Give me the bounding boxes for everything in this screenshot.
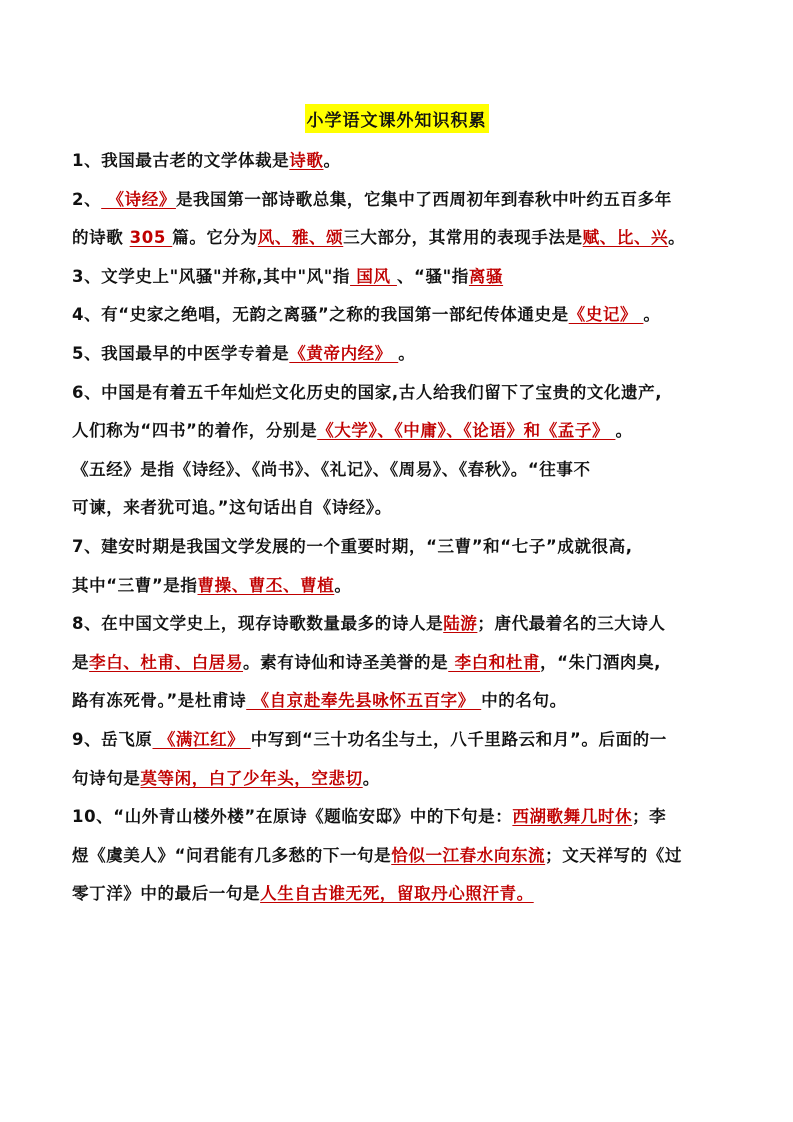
text-line xyxy=(72,682,727,721)
text-line xyxy=(72,412,727,451)
text-line xyxy=(72,451,727,490)
body-text: 可谏，来者犹可追。”这句话出自《诗经》。 xyxy=(72,498,392,518)
body-text: 。素有诗仙和诗圣美誉的是 xyxy=(243,652,449,672)
body-text: 2、 xyxy=(72,189,102,209)
text-line xyxy=(72,567,727,606)
body-text: 的诗歌 xyxy=(72,228,130,248)
text-line xyxy=(72,528,727,567)
answer-text: 李白、杜甫、白居易 xyxy=(89,652,244,672)
text-line xyxy=(72,374,727,413)
body-text: 中写到“三十功名尘与土，八千里路云和月”。后面的一 xyxy=(250,729,667,749)
body-text: 6、中国是有着五千年灿烂文化历史的国家,古人给我们留下了宝贵的文化遗产, xyxy=(72,382,663,402)
body-text: 篇。它分为 xyxy=(172,228,258,248)
body-text: 9、岳飞原 xyxy=(72,729,153,749)
text-line xyxy=(72,181,727,220)
text-line xyxy=(72,798,727,837)
body-text: 5、我国最早的中医学专着是 xyxy=(72,343,290,363)
body-text: 、“骚"指 xyxy=(396,266,469,286)
body-text: 8、在中国文学史上，现存诗歌数量最多的诗人是 xyxy=(72,614,444,634)
body-text: 煜《虞美人》“问君能有几多愁的下一句是 xyxy=(72,845,392,865)
body-text: 人们称为“四书”的着作，分别是 xyxy=(72,421,318,441)
body-text: 。 xyxy=(668,228,686,248)
body-text: 《五经》是指《诗经》、《尚书》、《礼记》、《周易》、《春秋》。“往事不 xyxy=(72,459,591,479)
answer-text: 莫等闲，白了少年头，空悲切 xyxy=(140,768,363,788)
text-line xyxy=(72,760,727,799)
text-line xyxy=(72,644,727,683)
answer-text: 国风 xyxy=(350,266,397,286)
body-text: 。 xyxy=(615,421,633,441)
body-text: 。 xyxy=(362,768,380,788)
answer-text: 诗歌 xyxy=(289,151,324,170)
body-text: 3、文学史上"风骚"并称,其中"风"指 xyxy=(72,266,351,286)
answer-text: 《诗经》 xyxy=(101,189,176,209)
text-line xyxy=(72,258,727,297)
answer-text: 陆游 xyxy=(443,614,478,634)
document-body xyxy=(72,142,727,914)
answer-text: 《黄帝内经》 xyxy=(289,343,399,363)
answer-text: 离骚 xyxy=(468,266,504,286)
body-text: 句诗句是 xyxy=(72,768,141,788)
title-wrapper xyxy=(0,104,793,133)
text-line xyxy=(72,721,727,760)
answer-text: 《大学》、《中庸》、《论语》和《孟子》 xyxy=(317,421,616,441)
answer-text: 赋、比、兴 xyxy=(582,228,669,248)
body-text: 。 xyxy=(334,575,352,595)
text-line xyxy=(72,875,727,914)
answer-text: 西湖歌舞几时休 xyxy=(512,807,633,827)
body-text: 中的名句。 xyxy=(481,691,567,711)
body-text: 。 xyxy=(323,151,341,170)
body-text: ，“朱门酒肉臭, xyxy=(540,652,661,672)
body-text: ；唐代最着名的三大诗人 xyxy=(477,614,666,634)
answer-text: 《满江红》 xyxy=(152,729,251,749)
answer-text: 风、雅、颂 xyxy=(257,228,344,248)
body-text: ；李 xyxy=(632,807,667,827)
answer-text: 李白和杜甫 xyxy=(448,652,541,672)
text-line xyxy=(72,605,727,644)
text-line xyxy=(72,335,727,374)
body-text: ；文天祥写的《过 xyxy=(545,845,682,865)
body-text: 1、我国最古老的文学体裁是 xyxy=(72,151,290,170)
answer-text: 人生自古谁无死，留取丹心照汗青。 xyxy=(260,884,534,904)
answer-text: 曹操、曹丕、曹植 xyxy=(197,575,335,595)
body-text: 。 xyxy=(643,305,661,325)
body-text: 是我国第一部诗歌总集，它集中了西周初年到春秋中叶约五百多年 xyxy=(175,189,672,209)
body-text: 是 xyxy=(72,652,90,672)
body-text: 。 xyxy=(398,343,416,363)
body-text: 零丁洋》中的最后一句是 xyxy=(72,884,261,904)
body-text: 10、“山外青山楼外楼”在原诗《题临安邸》中的下句是： xyxy=(72,807,513,827)
text-line xyxy=(72,296,727,335)
text-line xyxy=(72,489,727,528)
body-text: 路有冻死骨。”是杜甫诗 xyxy=(72,691,247,711)
answer-text: 恰似一江春水向东流 xyxy=(391,845,546,865)
body-text: 4、有“史家之绝唱，无韵之离骚”之称的我国第一部纪传体通史是 xyxy=(72,305,569,325)
text-line xyxy=(72,837,727,876)
body-text: 7、建安时期是我国文学发展的一个重要时期，“三曹”和“七子”成就很高, xyxy=(72,536,633,556)
body-text: 三大部分，其常用的表现手法是 xyxy=(343,228,583,248)
answer-text: 《自京赴奉先县咏怀五百字》 xyxy=(246,691,482,711)
text-line xyxy=(72,142,727,181)
body-text: 其中“三曹”是指 xyxy=(72,575,198,595)
answer-text: 《史记》 xyxy=(568,305,644,325)
document-title: 小学语文课外知识积累 xyxy=(305,104,489,133)
answer-text: 305 xyxy=(129,228,173,248)
text-line xyxy=(72,219,727,258)
